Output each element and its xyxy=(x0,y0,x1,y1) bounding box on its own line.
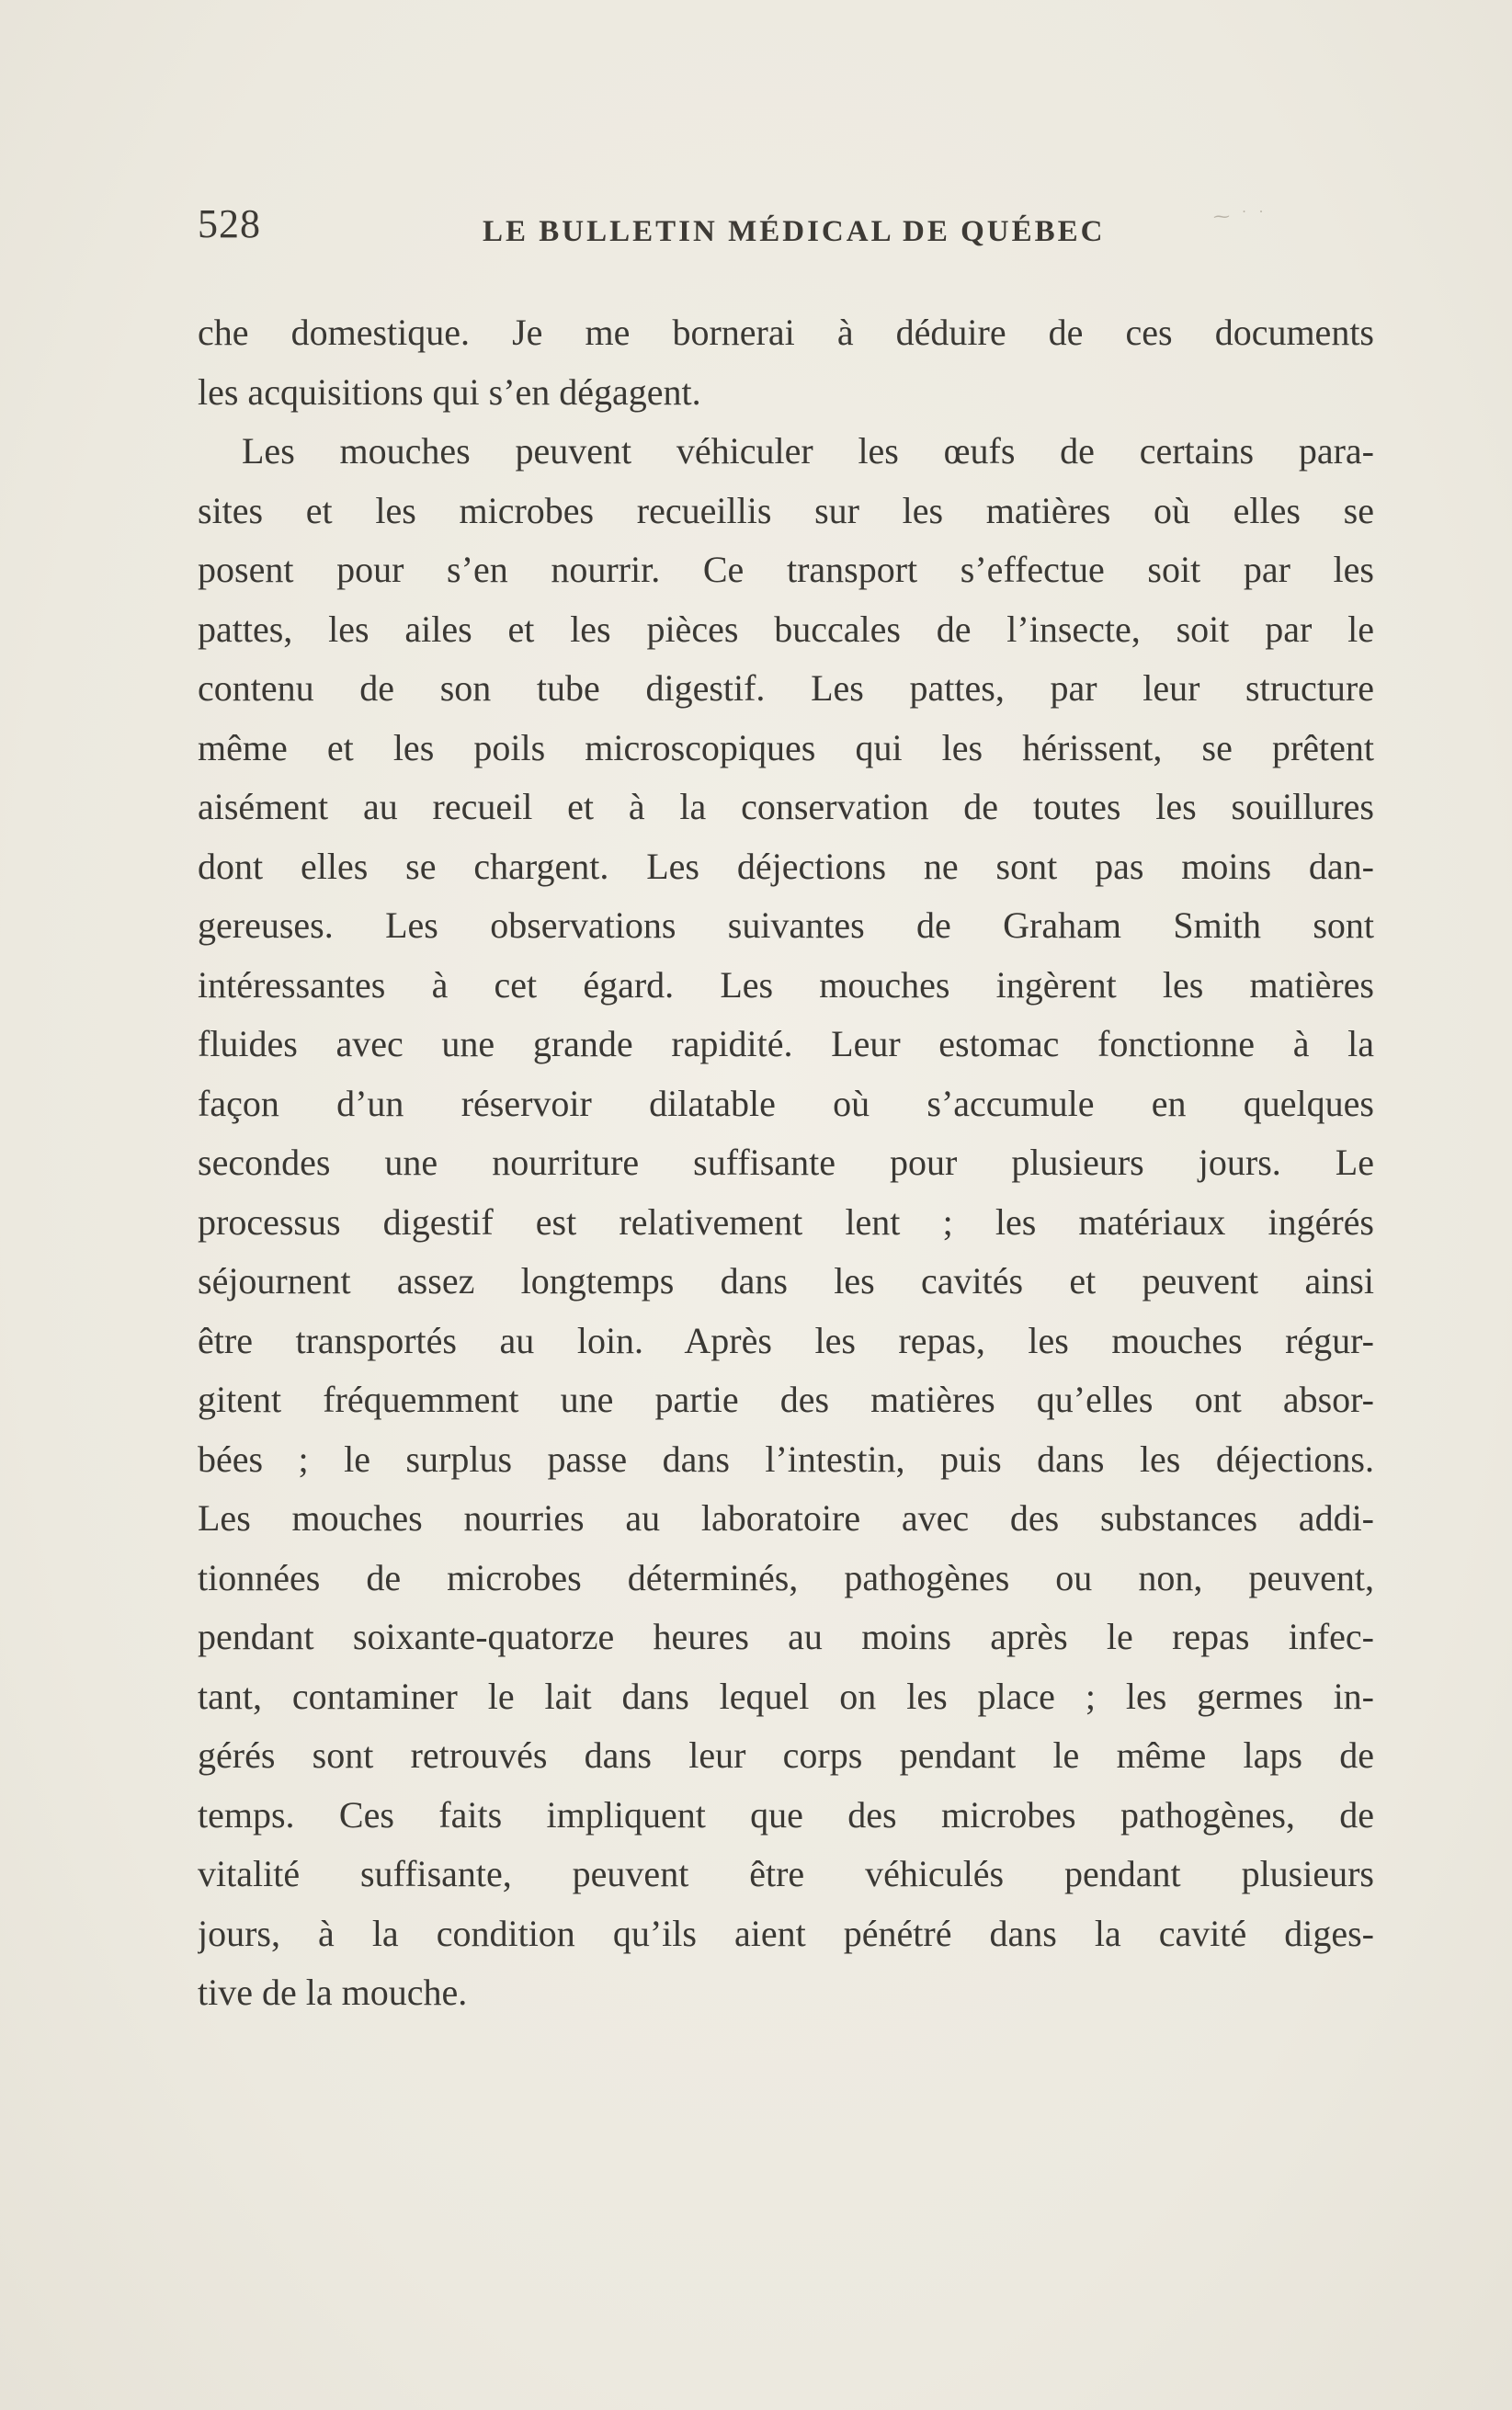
text-line: secondes une nourriture suffisante pour plusieurs jours. Le xyxy=(198,1142,1374,1183)
text-line: jours, à la condition qu’ils aient pénétré dans la cavité diges- xyxy=(198,1912,1374,1954)
text-line: contenu de son tube digestif. Les pattes, par leur structure xyxy=(198,667,1374,709)
text-line: séjournent assez longtemps dans les cavités et peuvent ainsi xyxy=(198,1260,1374,1302)
running-title: LE BULLETIN MÉDICAL DE QUÉBEC xyxy=(483,215,1106,248)
text-line: tive de la mouche. xyxy=(198,1972,468,2013)
page-header xyxy=(198,200,1374,265)
text-line: façon d’un réservoir dilatable où s’accumule en quelques xyxy=(198,1082,1374,1124)
text-line: posent pour s’en nourrir. Ce transport s’effectue soit par les xyxy=(198,549,1374,590)
text-line: sites et les microbes recueillis sur les matières où elles se xyxy=(198,489,1374,531)
text-line: fluides avec une grande rapidité. Leur estomac fonctionne à la xyxy=(198,1023,1374,1064)
text-line: processus digestif est relativement lent ; les matériaux ingérés xyxy=(198,1200,1374,1243)
text-line: tionnées de microbes déterminés, pathogènes ou non, peuvent, xyxy=(198,1556,1374,1598)
text-line: pattes, les ailes et les pièces buccales de l’insecte, soit par le xyxy=(198,608,1374,650)
text-line: les acquisitions qui s’en dégagent. xyxy=(198,370,701,413)
text-line: Les mouches peuvent véhiculer les œufs de certains para- xyxy=(242,430,1374,472)
page-number: 528 xyxy=(198,201,261,246)
text-line: pendant soixante-quatorze heures au moins après le repas infec- xyxy=(198,1616,1374,1657)
text-line: intéressantes à cet égard. Les mouches ingèrent les matières xyxy=(198,963,1374,1006)
text-line: gitent fréquemment une partie des matières qu’elles ont absor- xyxy=(198,1379,1374,1420)
text-line: che domestique. Je me bornerai à déduire de ces documents xyxy=(198,312,1374,353)
text-line: temps. Ces faits impliquent que des microbes pathogènes, de xyxy=(198,1793,1374,1836)
text-line: dont elles se chargent. Les déjections ne sont pas moins dan- xyxy=(198,845,1374,887)
text-line: gereuses. Les observations suivantes de Graham Smith sont xyxy=(198,904,1374,946)
text-line: être transportés au loin. Après les repas, les mouches régur- xyxy=(198,1319,1374,1361)
text-line: bées ; le surplus passe dans l’intestin, puis dans les déjections. xyxy=(198,1438,1374,1480)
text-line: aisément au recueil et à la conservation de toutes les souillures xyxy=(198,786,1374,827)
text-line: même et les poils microscopiques qui les hérissent, se prêtent xyxy=(198,726,1374,768)
ink-smudge-icon: ⁓ ˙ ˙ xyxy=(1213,207,1268,225)
text-line: vitalité suffisante, peuvent être véhiculés pendant plusieurs xyxy=(198,1853,1374,1894)
text-line: gérés sont retrouvés dans leur corps pendant le même laps de xyxy=(198,1734,1374,1776)
body-paragraphs xyxy=(198,303,1374,2023)
text-line: tant, contaminer le lait dans lequel on les place ; les germes in- xyxy=(198,1675,1374,1717)
text-line: Les mouches nourries au laboratoire avec des substances addi- xyxy=(198,1497,1374,1539)
